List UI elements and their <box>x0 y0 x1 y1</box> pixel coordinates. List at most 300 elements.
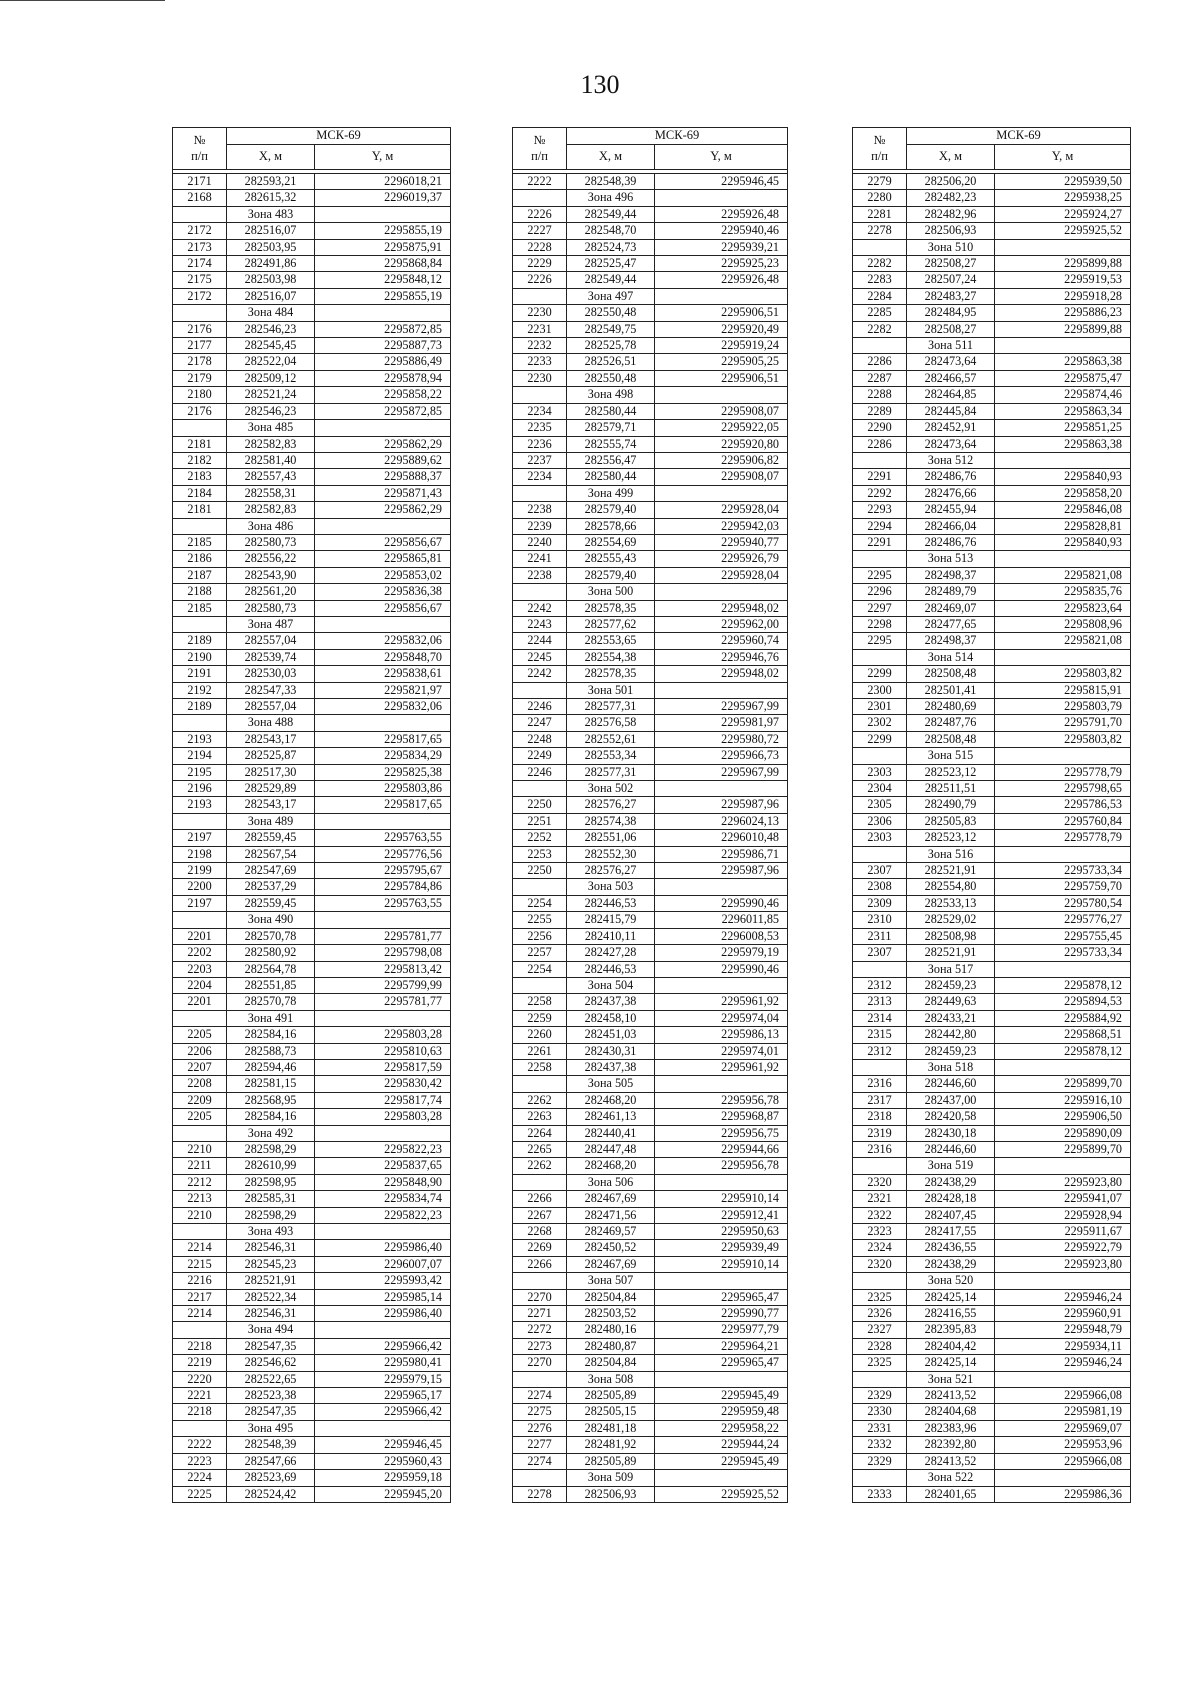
y-value: 2295960,43 <box>315 1453 451 1469</box>
table-row <box>853 1240 1131 1256</box>
y-value: 2295838,61 <box>315 666 451 682</box>
zone-row <box>173 1322 451 1338</box>
empty-cell <box>173 715 227 731</box>
y-value: 2295821,08 <box>995 567 1131 583</box>
empty-cell <box>315 912 451 928</box>
y-value: 2295868,84 <box>315 256 451 272</box>
point-number: 2202 <box>173 945 227 961</box>
y-value: 2295950,63 <box>655 1224 788 1240</box>
point-number: 2320 <box>853 1174 907 1190</box>
empty-cell <box>513 1371 567 1387</box>
y-value: 2295878,12 <box>995 1043 1131 1059</box>
y-value: 2295934,11 <box>995 1338 1131 1354</box>
zone-row <box>853 961 1131 977</box>
point-number: 2274 <box>513 1388 567 1404</box>
point-number: 2204 <box>173 977 227 993</box>
x-value: 282582,83 <box>227 502 315 518</box>
point-number: 2190 <box>173 649 227 665</box>
y-value: 2295871,43 <box>315 485 451 501</box>
x-value: 282593,21 <box>227 174 315 190</box>
table-row <box>853 1306 1131 1322</box>
zone-label: Зона 496 <box>567 190 655 206</box>
x-value: 282557,04 <box>227 633 315 649</box>
point-number: 2328 <box>853 1338 907 1354</box>
y-value: 2295886,23 <box>995 305 1131 321</box>
table-row <box>173 682 451 698</box>
x-value: 282486,76 <box>907 534 995 550</box>
x-value: 282507,24 <box>907 272 995 288</box>
point-number: 2292 <box>853 485 907 501</box>
point-number: 2295 <box>853 567 907 583</box>
x-value: 282440,41 <box>567 1125 655 1141</box>
point-number: 2228 <box>513 239 567 255</box>
point-number: 2168 <box>173 190 227 206</box>
x-value: 282548,39 <box>227 1437 315 1453</box>
y-value: 2295966,73 <box>655 748 788 764</box>
y-value: 2295822,23 <box>315 1207 451 1223</box>
point-number: 2246 <box>513 699 567 715</box>
y-value: 2295803,82 <box>995 731 1131 747</box>
table-row <box>513 895 788 911</box>
table-row <box>853 1010 1131 1026</box>
x-value: 282550,48 <box>567 370 655 386</box>
y-value: 2295832,06 <box>315 633 451 649</box>
table-row <box>513 567 788 583</box>
y-value: 2296011,85 <box>655 912 788 928</box>
y-value: 2295763,55 <box>315 830 451 846</box>
table-row <box>513 1306 788 1322</box>
point-number: 2222 <box>173 1437 227 1453</box>
point-number: 2178 <box>173 354 227 370</box>
table-row <box>173 288 451 304</box>
y-value: 2295974,04 <box>655 1010 788 1026</box>
table-row <box>513 1043 788 1059</box>
x-value: 282522,65 <box>227 1371 315 1387</box>
table-row <box>513 174 788 190</box>
y-value: 2295899,88 <box>995 256 1131 272</box>
x-value: 282557,43 <box>227 469 315 485</box>
y-value: 2295908,07 <box>655 469 788 485</box>
point-number: 2282 <box>853 321 907 337</box>
table-row <box>853 830 1131 846</box>
y-value: 2295760,84 <box>995 813 1131 829</box>
table-row <box>853 469 1131 485</box>
y-value: 2295941,07 <box>995 1191 1131 1207</box>
y-value: 2295821,97 <box>315 682 451 698</box>
y-value: 2295990,77 <box>655 1306 788 1322</box>
y-value: 2295858,20 <box>995 485 1131 501</box>
table-row <box>513 699 788 715</box>
point-number: 2276 <box>513 1420 567 1436</box>
x-value: 282546,23 <box>227 403 315 419</box>
empty-cell <box>655 977 788 993</box>
x-value: 282537,29 <box>227 879 315 895</box>
table-row <box>853 1224 1131 1240</box>
y-value: 2295960,91 <box>995 1306 1131 1322</box>
zone-label: Зона 501 <box>567 682 655 698</box>
x-value: 282550,48 <box>567 305 655 321</box>
table-row <box>853 699 1131 715</box>
x-value: 282584,16 <box>227 1109 315 1125</box>
point-number: 2182 <box>173 452 227 468</box>
x-value: 282483,27 <box>907 288 995 304</box>
table-row <box>513 748 788 764</box>
zone-row <box>173 1224 451 1240</box>
y-value: 2295966,42 <box>315 1404 451 1420</box>
y-value: 2295798,08 <box>315 945 451 961</box>
point-number: 2189 <box>173 633 227 649</box>
table-row <box>853 1289 1131 1305</box>
x-value: 282529,89 <box>227 781 315 797</box>
y-value: 2295817,65 <box>315 797 451 813</box>
x-value: 282473,64 <box>907 436 995 452</box>
y-value: 2295733,34 <box>995 945 1131 961</box>
table-row <box>173 731 451 747</box>
point-number: 2233 <box>513 354 567 370</box>
x-value: 282449,63 <box>907 994 995 1010</box>
x-value: 282425,14 <box>907 1289 995 1305</box>
empty-cell <box>655 1470 788 1486</box>
point-number: 2247 <box>513 715 567 731</box>
x-value: 282477,65 <box>907 616 995 632</box>
x-value: 282504,84 <box>567 1289 655 1305</box>
x-value: 282413,52 <box>907 1453 995 1469</box>
x-value: 282407,45 <box>907 1207 995 1223</box>
y-value: 2295910,14 <box>655 1256 788 1272</box>
y-value: 2295940,77 <box>655 534 788 550</box>
x-value: 282525,78 <box>567 338 655 354</box>
y-value: 2295795,67 <box>315 863 451 879</box>
y-value: 2295832,06 <box>315 699 451 715</box>
y-value: 2295922,05 <box>655 420 788 436</box>
table-row <box>173 452 451 468</box>
point-number: 2189 <box>173 699 227 715</box>
empty-cell <box>655 781 788 797</box>
coordinate-system-header: МСК-69 <box>227 128 451 145</box>
y-value: 2295858,22 <box>315 387 451 403</box>
point-number: 2318 <box>853 1109 907 1125</box>
x-value: 282487,76 <box>907 715 995 731</box>
zone-label: Зона 493 <box>227 1224 315 1240</box>
x-value: 282523,12 <box>907 764 995 780</box>
table-row <box>853 633 1131 649</box>
x-value: 282521,24 <box>227 387 315 403</box>
y-value: 2295966,08 <box>995 1453 1131 1469</box>
zone-label: Зона 485 <box>227 420 315 436</box>
y-value: 2295821,08 <box>995 633 1131 649</box>
y-value: 2295828,81 <box>995 518 1131 534</box>
coordinates-table-1 <box>172 127 451 1503</box>
table-row <box>173 584 451 600</box>
zone-label: Зона 517 <box>907 961 995 977</box>
table-row <box>513 1240 788 1256</box>
x-value: 282523,69 <box>227 1470 315 1486</box>
x-value: 282559,45 <box>227 830 315 846</box>
y-value: 2295974,01 <box>655 1043 788 1059</box>
empty-cell <box>173 1420 227 1436</box>
point-number: 2198 <box>173 846 227 862</box>
point-number: 2216 <box>173 1273 227 1289</box>
point-number: 2200 <box>173 879 227 895</box>
y-value: 2295884,92 <box>995 1010 1131 1026</box>
y-value: 2295856,67 <box>315 534 451 550</box>
zone-label: Зона 508 <box>567 1371 655 1387</box>
point-number: 2225 <box>173 1486 227 1502</box>
table-row <box>173 551 451 567</box>
point-number: 2329 <box>853 1453 907 1469</box>
x-value: 282549,75 <box>567 321 655 337</box>
y-header: Y, м <box>655 145 788 170</box>
table-row <box>853 1322 1131 1338</box>
x-value: 282580,73 <box>227 534 315 550</box>
y-value: 2295926,79 <box>655 551 788 567</box>
table-row <box>173 1486 451 1502</box>
y-value: 2295846,08 <box>995 502 1131 518</box>
x-value: 282442,80 <box>907 1027 995 1043</box>
point-number: 2306 <box>853 813 907 829</box>
number-header-sub: п/п <box>531 148 548 163</box>
empty-cell <box>315 1010 451 1026</box>
x-value: 282446,60 <box>907 1141 995 1157</box>
x-value: 282416,55 <box>907 1306 995 1322</box>
point-number: 2253 <box>513 846 567 862</box>
empty-cell <box>315 420 451 436</box>
table-row <box>513 223 788 239</box>
y-value: 2295863,38 <box>995 436 1131 452</box>
empty-cell <box>315 518 451 534</box>
y-value: 2295803,79 <box>995 699 1131 715</box>
point-number: 2214 <box>173 1240 227 1256</box>
table-row <box>513 1191 788 1207</box>
point-number: 2177 <box>173 338 227 354</box>
y-value: 2295946,45 <box>655 174 788 190</box>
point-number: 2272 <box>513 1322 567 1338</box>
table-row <box>513 1141 788 1157</box>
empty-cell <box>173 1224 227 1240</box>
point-number: 2307 <box>853 945 907 961</box>
coordinates-table-2 <box>512 127 788 1503</box>
y-value: 2295776,56 <box>315 846 451 862</box>
x-value: 282415,79 <box>567 912 655 928</box>
empty-cell <box>995 338 1131 354</box>
x-value: 282548,39 <box>567 174 655 190</box>
point-number: 2205 <box>173 1027 227 1043</box>
x-value: 282501,41 <box>907 682 995 698</box>
y-value: 2295834,74 <box>315 1191 451 1207</box>
x-value: 282473,64 <box>907 354 995 370</box>
zone-row <box>513 485 788 501</box>
x-value: 282504,84 <box>567 1355 655 1371</box>
point-number: 2313 <box>853 994 907 1010</box>
x-value: 282547,33 <box>227 682 315 698</box>
y-value: 2295878,94 <box>315 370 451 386</box>
y-value: 2296024,13 <box>655 813 788 829</box>
zone-row <box>513 781 788 797</box>
table-row <box>513 239 788 255</box>
table-row <box>513 420 788 436</box>
y-value: 2295916,10 <box>995 1092 1131 1108</box>
point-number: 2191 <box>173 666 227 682</box>
y-value: 2295863,38 <box>995 354 1131 370</box>
table-row <box>513 206 788 222</box>
x-value: 282508,48 <box>907 666 995 682</box>
point-number: 2194 <box>173 748 227 764</box>
y-value: 2295868,51 <box>995 1027 1131 1043</box>
table-row <box>513 1027 788 1043</box>
y-value: 2295899,70 <box>995 1141 1131 1157</box>
point-number: 2245 <box>513 649 567 665</box>
x-value: 282404,68 <box>907 1404 995 1420</box>
point-number: 2268 <box>513 1224 567 1240</box>
x-value: 282580,73 <box>227 600 315 616</box>
empty-cell <box>853 1371 907 1387</box>
table-row <box>513 305 788 321</box>
table-row <box>853 403 1131 419</box>
y-value: 2295928,94 <box>995 1207 1131 1223</box>
x-value: 282543,90 <box>227 567 315 583</box>
x-value: 282526,51 <box>567 354 655 370</box>
y-value: 2295837,65 <box>315 1158 451 1174</box>
y-value: 2295830,42 <box>315 1076 451 1092</box>
empty-cell <box>513 1076 567 1092</box>
table-row <box>853 682 1131 698</box>
y-value: 2295979,15 <box>315 1371 451 1387</box>
point-number: 2314 <box>853 1010 907 1026</box>
y-value: 2295875,91 <box>315 239 451 255</box>
x-value: 282417,55 <box>907 1224 995 1240</box>
empty-cell <box>655 387 788 403</box>
table-row <box>853 1437 1131 1453</box>
table-row <box>173 223 451 239</box>
table-row <box>173 961 451 977</box>
table-row <box>513 1256 788 1272</box>
x-value: 282436,55 <box>907 1240 995 1256</box>
x-value: 282523,12 <box>907 830 995 846</box>
table-row <box>853 1388 1131 1404</box>
y-value: 2295965,47 <box>655 1355 788 1371</box>
x-value: 282539,74 <box>227 649 315 665</box>
empty-cell <box>853 961 907 977</box>
point-number: 2258 <box>513 994 567 1010</box>
zone-label: Зона 502 <box>567 781 655 797</box>
zone-label: Зона 486 <box>227 518 315 534</box>
point-number: 2294 <box>853 518 907 534</box>
x-value: 282525,47 <box>567 256 655 272</box>
table-row <box>853 1125 1131 1141</box>
point-number: 2218 <box>173 1404 227 1420</box>
table-row <box>853 206 1131 222</box>
table-row <box>173 994 451 1010</box>
y-value: 2295759,70 <box>995 879 1131 895</box>
x-value: 282476,66 <box>907 485 995 501</box>
y-value: 2295923,80 <box>995 1174 1131 1190</box>
number-header <box>173 128 227 170</box>
empty-cell <box>853 1158 907 1174</box>
empty-cell <box>853 846 907 862</box>
point-number: 2324 <box>853 1240 907 1256</box>
y-value: 2295874,46 <box>995 387 1131 403</box>
zone-label: Зона 512 <box>907 452 995 468</box>
empty-cell <box>173 420 227 436</box>
point-number: 2316 <box>853 1076 907 1092</box>
table-row <box>853 813 1131 829</box>
point-number: 2286 <box>853 436 907 452</box>
point-number: 2274 <box>513 1453 567 1469</box>
table-row <box>853 797 1131 813</box>
x-header: Х, м <box>227 145 315 170</box>
table-row <box>173 1092 451 1108</box>
x-value: 282580,44 <box>567 403 655 419</box>
zone-label: Зона 497 <box>567 288 655 304</box>
y-value: 2295905,25 <box>655 354 788 370</box>
x-header: Х, м <box>567 145 655 170</box>
table-row <box>853 256 1131 272</box>
point-number: 2207 <box>173 1059 227 1075</box>
empty-cell <box>853 1059 907 1075</box>
y-value: 2295878,12 <box>995 977 1131 993</box>
point-number: 2181 <box>173 502 227 518</box>
point-number: 2267 <box>513 1207 567 1223</box>
point-number: 2192 <box>173 682 227 698</box>
y-value: 2295939,50 <box>995 174 1131 190</box>
table-row <box>513 666 788 682</box>
y-value: 2295799,99 <box>315 977 451 993</box>
y-value: 2295945,49 <box>655 1388 788 1404</box>
x-value: 282508,27 <box>907 321 995 337</box>
y-value: 2295959,48 <box>655 1404 788 1420</box>
empty-cell <box>995 1371 1131 1387</box>
table-row <box>173 846 451 862</box>
point-number: 2183 <box>173 469 227 485</box>
coordinate-system-header: МСК-69 <box>567 128 788 145</box>
zone-row <box>173 1420 451 1436</box>
x-value: 282469,07 <box>907 600 995 616</box>
y-value: 2295946,24 <box>995 1289 1131 1305</box>
table-row <box>173 1207 451 1223</box>
y-value: 2295853,02 <box>315 567 451 583</box>
x-value: 282555,43 <box>567 551 655 567</box>
x-value: 282427,28 <box>567 945 655 961</box>
table-row <box>853 994 1131 1010</box>
zone-row <box>173 715 451 731</box>
empty-cell <box>513 190 567 206</box>
table-row <box>173 1273 451 1289</box>
point-number: 2230 <box>513 370 567 386</box>
table-row <box>513 502 788 518</box>
x-value: 282459,23 <box>907 977 995 993</box>
table-row <box>173 190 451 206</box>
y-value: 2295948,79 <box>995 1322 1131 1338</box>
table-row <box>853 1453 1131 1469</box>
x-value: 282425,14 <box>907 1355 995 1371</box>
point-number: 2234 <box>513 469 567 485</box>
point-number: 2187 <box>173 567 227 583</box>
point-number: 2213 <box>173 1191 227 1207</box>
table-row <box>513 1109 788 1125</box>
zone-label: Зона 498 <box>567 387 655 403</box>
y-value: 2295863,34 <box>995 403 1131 419</box>
x-value: 282545,45 <box>227 338 315 354</box>
empty-cell <box>995 551 1131 567</box>
empty-cell <box>995 1059 1131 1075</box>
y-value: 2295813,42 <box>315 961 451 977</box>
zone-row <box>853 846 1131 862</box>
point-number: 2255 <box>513 912 567 928</box>
x-value: 282522,04 <box>227 354 315 370</box>
x-value: 282468,20 <box>567 1092 655 1108</box>
y-value: 2295942,03 <box>655 518 788 534</box>
point-number: 2251 <box>513 813 567 829</box>
